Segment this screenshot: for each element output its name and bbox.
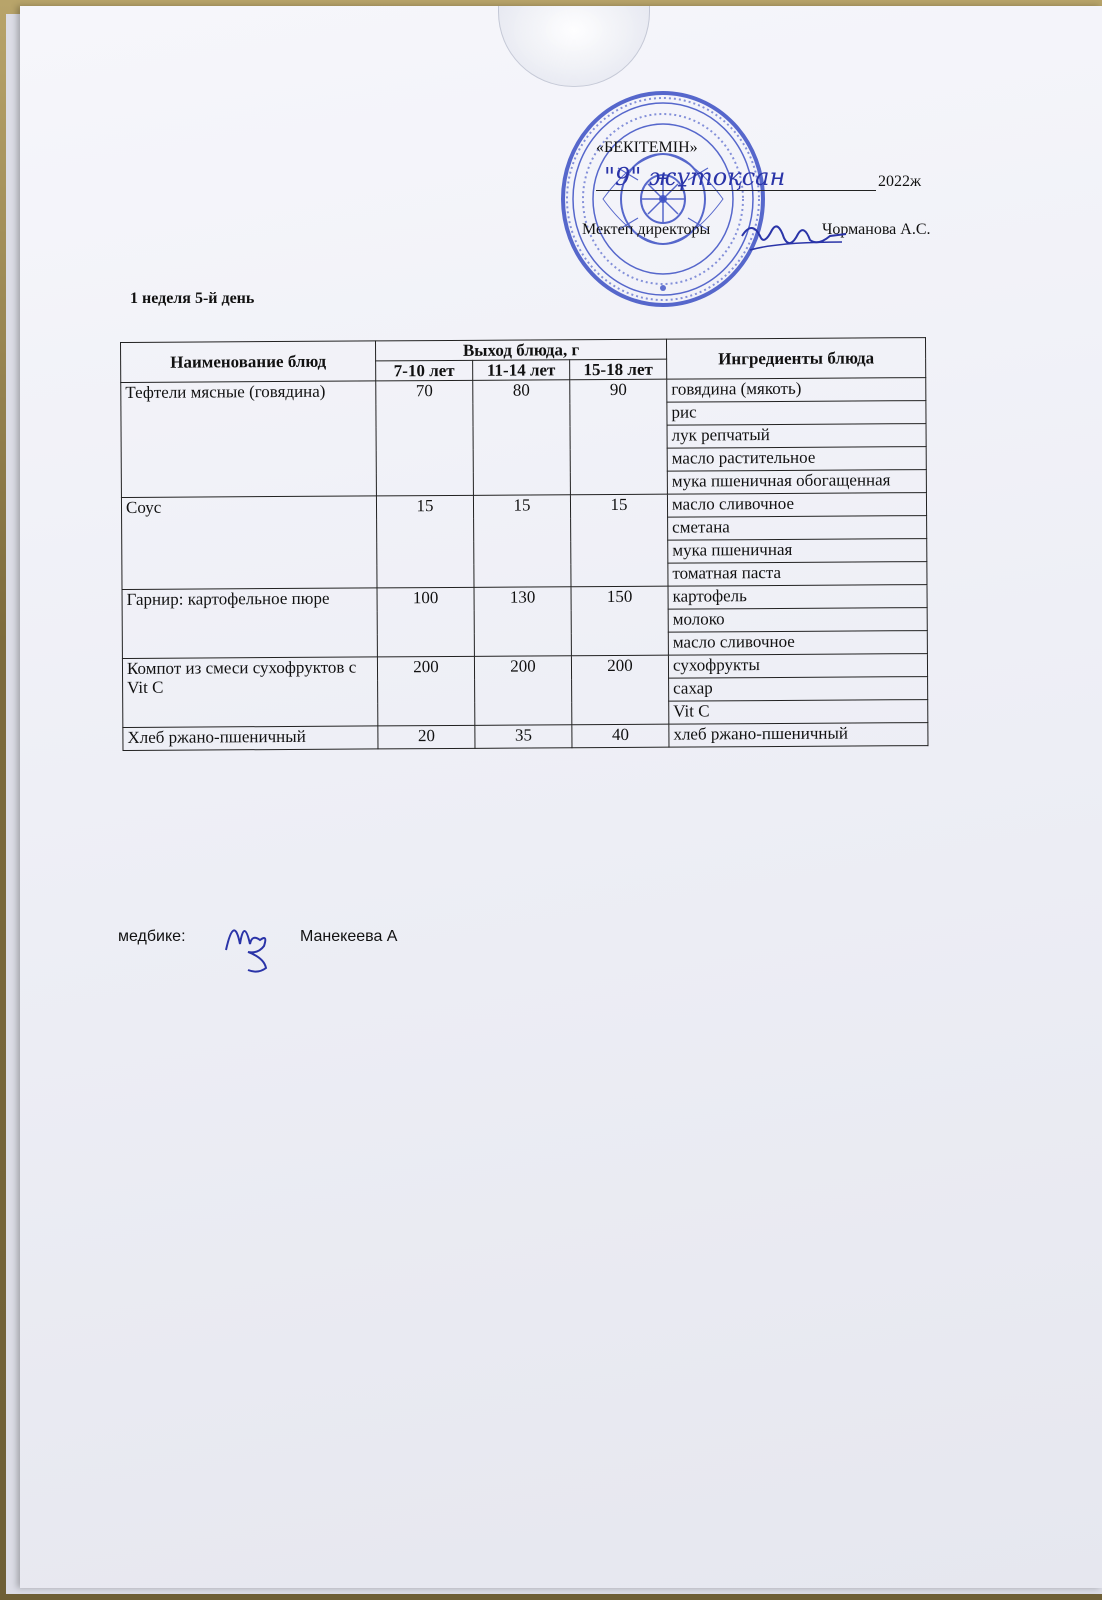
ingredient: лук репчатый [667,424,926,449]
ingredient: томатная паста [668,562,927,587]
ingredient: масло растительное [667,447,926,472]
ingredient: сахар [669,677,928,702]
value-15-18: 90 [570,379,668,495]
dish-name: Гарнир: картофельное пюре [122,588,377,659]
director-signature [738,206,848,266]
ingredient: говядина (мякоть) [667,378,926,403]
value-15-18: 40 [572,724,669,748]
table-row [123,723,928,751]
value-15-18: 15 [570,494,668,587]
date-year: 2022ж [878,173,922,190]
dish-name: Хлеб ржано-пшеничный [123,726,378,751]
value-7-10: 100 [377,587,474,657]
value-7-10: 200 [377,656,474,726]
header-dish: Наименование блюд [121,341,376,383]
ingredient: масло сливочное [668,631,927,656]
ingredient: мука пшеничная [668,539,927,564]
value-11-14: 200 [474,656,571,726]
ingredient: Vit C [669,700,928,725]
header-age-15-18: 15-18 лет [570,359,667,380]
header-age-11-14: 11-14 лет [473,360,570,381]
ingredient: молоко [668,608,927,633]
date-day: 9 [615,163,631,191]
header-age-7-10: 7-10 лет [376,360,473,381]
header-output: Выход блюда, г [375,339,666,361]
value-7-10: 15 [376,495,474,588]
nurse-name: Манекеева А [300,928,398,945]
value-11-14: 15 [473,495,571,588]
ingredient: картофель [668,585,927,610]
document-title: 1 неделя 5-й день [130,290,255,307]
value-7-10: 20 [378,725,475,749]
value-11-14: 80 [473,380,571,496]
ingredient: хлеб ржано-пшеничный [669,723,928,748]
value-15-18: 200 [571,655,668,725]
nurse-signature-block [118,924,538,984]
ingredient: сметана [668,516,927,541]
header-ingredients: Ингредиенты блюда [666,338,925,380]
value-7-10: 70 [376,380,474,496]
header-row [121,338,926,363]
ingredient: рис [667,401,926,426]
ingredient: мука пшеничная обогащенная [667,470,926,495]
ingredient: сухофрукты [668,654,927,679]
value-11-14: 130 [474,587,571,657]
plastic-clip [498,6,650,87]
date-month: жұтоқсан [649,163,786,191]
approval-heading: «БЕКІТЕМІН» [596,139,698,156]
handwritten-date: "9" жұтоқсан [604,163,786,191]
nurse-signature [218,904,288,974]
ingredient: масло сливочное [667,493,926,518]
dish-name: Соус [121,496,377,590]
director-role: Мектеп директоры [582,221,711,238]
menu-table [120,337,928,751]
dish-name: Компот из смеси сухофруктов с Vit C [122,657,377,728]
director-name: Чорманова А.С. [822,221,931,238]
dish-name: Тефтели мясные (говядина) [121,381,377,498]
value-15-18: 150 [571,586,668,656]
nurse-label: медбике: [118,928,186,945]
value-11-14: 35 [475,725,572,749]
